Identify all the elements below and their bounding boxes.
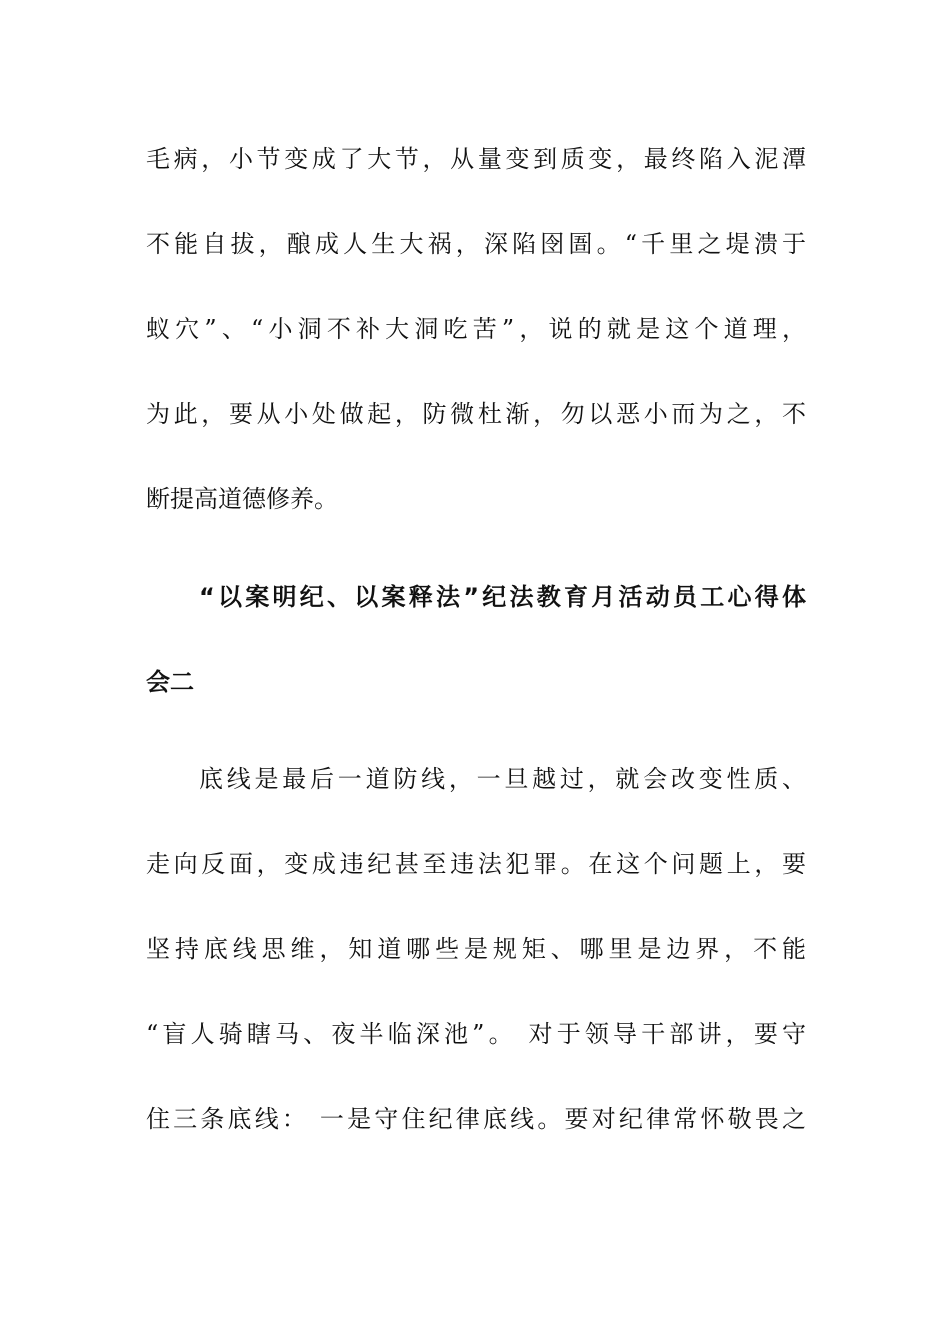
paragraph-2-line-3: 坚持底线思维，知道哪些是规矩、哪里是边界，不能: [146, 935, 806, 963]
paragraph-1-line-4: 为此，要从小处做起，防微杜渐，勿以恶小而为之，不: [146, 400, 806, 428]
paragraph-2-line-1: 底线是最后一道防线，一旦越过，就会改变性质、: [199, 765, 806, 793]
paragraph-1-line-2: 不能自拔，酿成人生大祸，深陷囹圄。“千里之堤溃于: [146, 230, 806, 258]
paragraph-1-line-5: 断提高道德修养。: [146, 485, 338, 513]
paragraph-2-line-2: 走向反面，变成违纪甚至违法犯罪。在这个问题上，要: [146, 850, 806, 878]
section-heading-line-1: “以案明纪、以案释法”纪法教育月活动员工心得体: [199, 583, 806, 611]
paragraph-2-line-4: “盲人骑瞎马、夜半临深池”。 对于领导干部讲，要守: [146, 1020, 806, 1048]
paragraph-1-line-3: 蚁穴”、“小洞不补大洞吃苦”，说的就是这个道理，: [146, 315, 806, 343]
paragraph-2-line-5: 住三条底线： 一是守住纪律底线。要对纪律常怀敬畏之: [146, 1105, 806, 1133]
paragraph-1-line-1: 毛病，小节变成了大节，从量变到质变，最终陷入泥潭: [146, 145, 806, 173]
section-heading-line-2: 会二: [146, 668, 194, 696]
